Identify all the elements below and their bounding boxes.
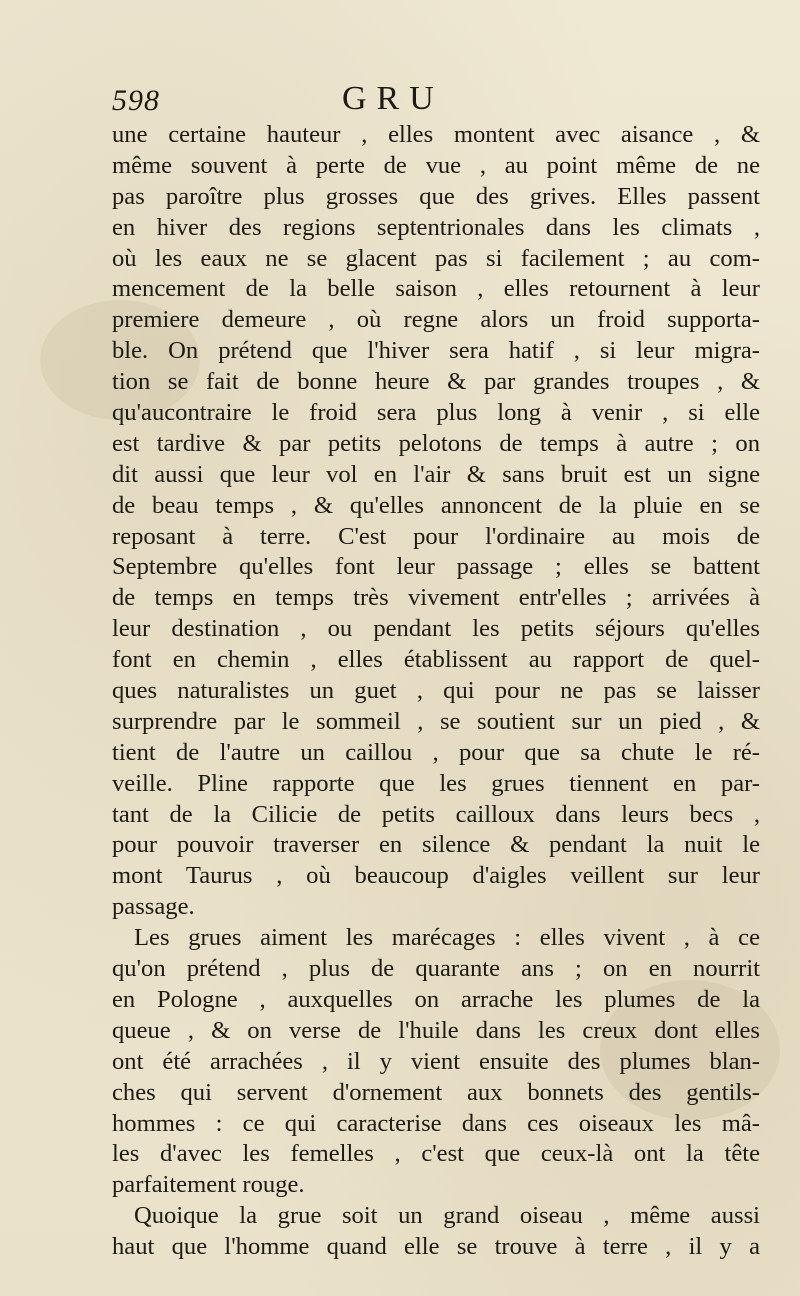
text-line: tant de la Cilicie de petits cailloux dans leurs becs , xyxy=(112,800,760,828)
text-line: en Pologne , auxquelles on arrache les plumes de la xyxy=(112,985,760,1013)
running-head: GRU xyxy=(342,80,444,117)
paragraph-end-line: passage. xyxy=(112,893,195,921)
text-line: dit aussi que leur vol en l'air & sans bruit est un signe xyxy=(112,460,760,488)
text-line: veille. Pline rapporte que les grues tiennent en par- xyxy=(112,769,760,797)
text-line: est tardive & par petits pelotons de temps à autre ; on xyxy=(112,429,760,457)
text-line: haut que l'homme quand elle se trouve à terre , il y a xyxy=(112,1233,760,1261)
text-line: font en chemin , elles établissent au rapport de quel- xyxy=(112,646,760,674)
page-header xyxy=(112,78,752,122)
text-line: une certaine hauteur , elles montent avec aisance , & xyxy=(112,121,760,148)
text-line: qu'on prétend , plus de quarante ans ; on en nourrit xyxy=(112,955,760,983)
text-line: queue , & on verse de l'huile dans les creux dont elles xyxy=(112,1016,760,1044)
text-line: même souvent à perte de vue , au point même de ne xyxy=(112,151,760,179)
text-line: surprendre par le sommeil , se soutient sur un pied , & xyxy=(112,707,760,735)
text-line: ble. On prétend que l'hiver sera hatif , si leur migra- xyxy=(112,337,760,365)
text-line: mont Taurus , où beaucoup d'aigles veillent sur leur xyxy=(112,862,760,890)
page-number: 598 xyxy=(112,84,160,117)
text-line: où les eaux ne se glacent pas si facilement ; au com- xyxy=(112,244,760,272)
paragraph-end-line: parfaitement rouge. xyxy=(112,1171,305,1199)
text-line: pas paroître plus grosses que des grives. Elles passent xyxy=(112,182,760,210)
text-line: leur destination , ou pendant les petits séjours qu'elles xyxy=(112,615,760,643)
text-line: ches qui servent d'ornement aux bonnets des gentils- xyxy=(112,1078,760,1106)
text-line: mencement de la belle saison , elles retournent à leur xyxy=(112,275,760,303)
text-line: Septembre qu'elles font leur passage ; elles se battent xyxy=(112,553,760,581)
text-line: premiere demeure , où regne alors un froid supporta- xyxy=(112,306,760,334)
text-line: les d'avec les femelles , c'est que ceux-là ont la tête xyxy=(112,1140,760,1168)
text-line: tient de l'autre un caillou , pour que sa chute le ré- xyxy=(112,738,760,766)
text-line: reposant à terre. C'est pour l'ordinaire au mois de xyxy=(112,522,760,550)
text-line: tion se fait de bonne heure & par grandes troupes , & xyxy=(112,368,760,396)
body-text xyxy=(112,120,760,1263)
paragraph-start-line: Quoique la grue soit un grand oiseau , même aussi xyxy=(134,1202,760,1230)
paragraph-start-line: Les grues aiment les marécages : elles vivent , à ce xyxy=(134,924,760,952)
text-line: qu'aucontraire le froid sera plus long à venir , si elle xyxy=(112,399,760,427)
text-line: en hiver des regions septentrionales dans les climats , xyxy=(112,213,760,241)
text-line: ont été arrachées , il y vient ensuite des plumes blan- xyxy=(112,1047,760,1075)
text-line: ques naturalistes un guet , qui pour ne pas se laisser xyxy=(112,677,760,705)
text-line: de temps en temps très vivement entr'elles ; arrivées à xyxy=(112,584,760,612)
text-line: pour pouvoir traverser en silence & pendant la nuit le xyxy=(112,831,760,859)
text-line: hommes : ce qui caracterise dans ces oiseaux les mâ- xyxy=(112,1109,760,1137)
text-line: de beau temps , & qu'elles annoncent de la pluie en se xyxy=(112,491,760,519)
